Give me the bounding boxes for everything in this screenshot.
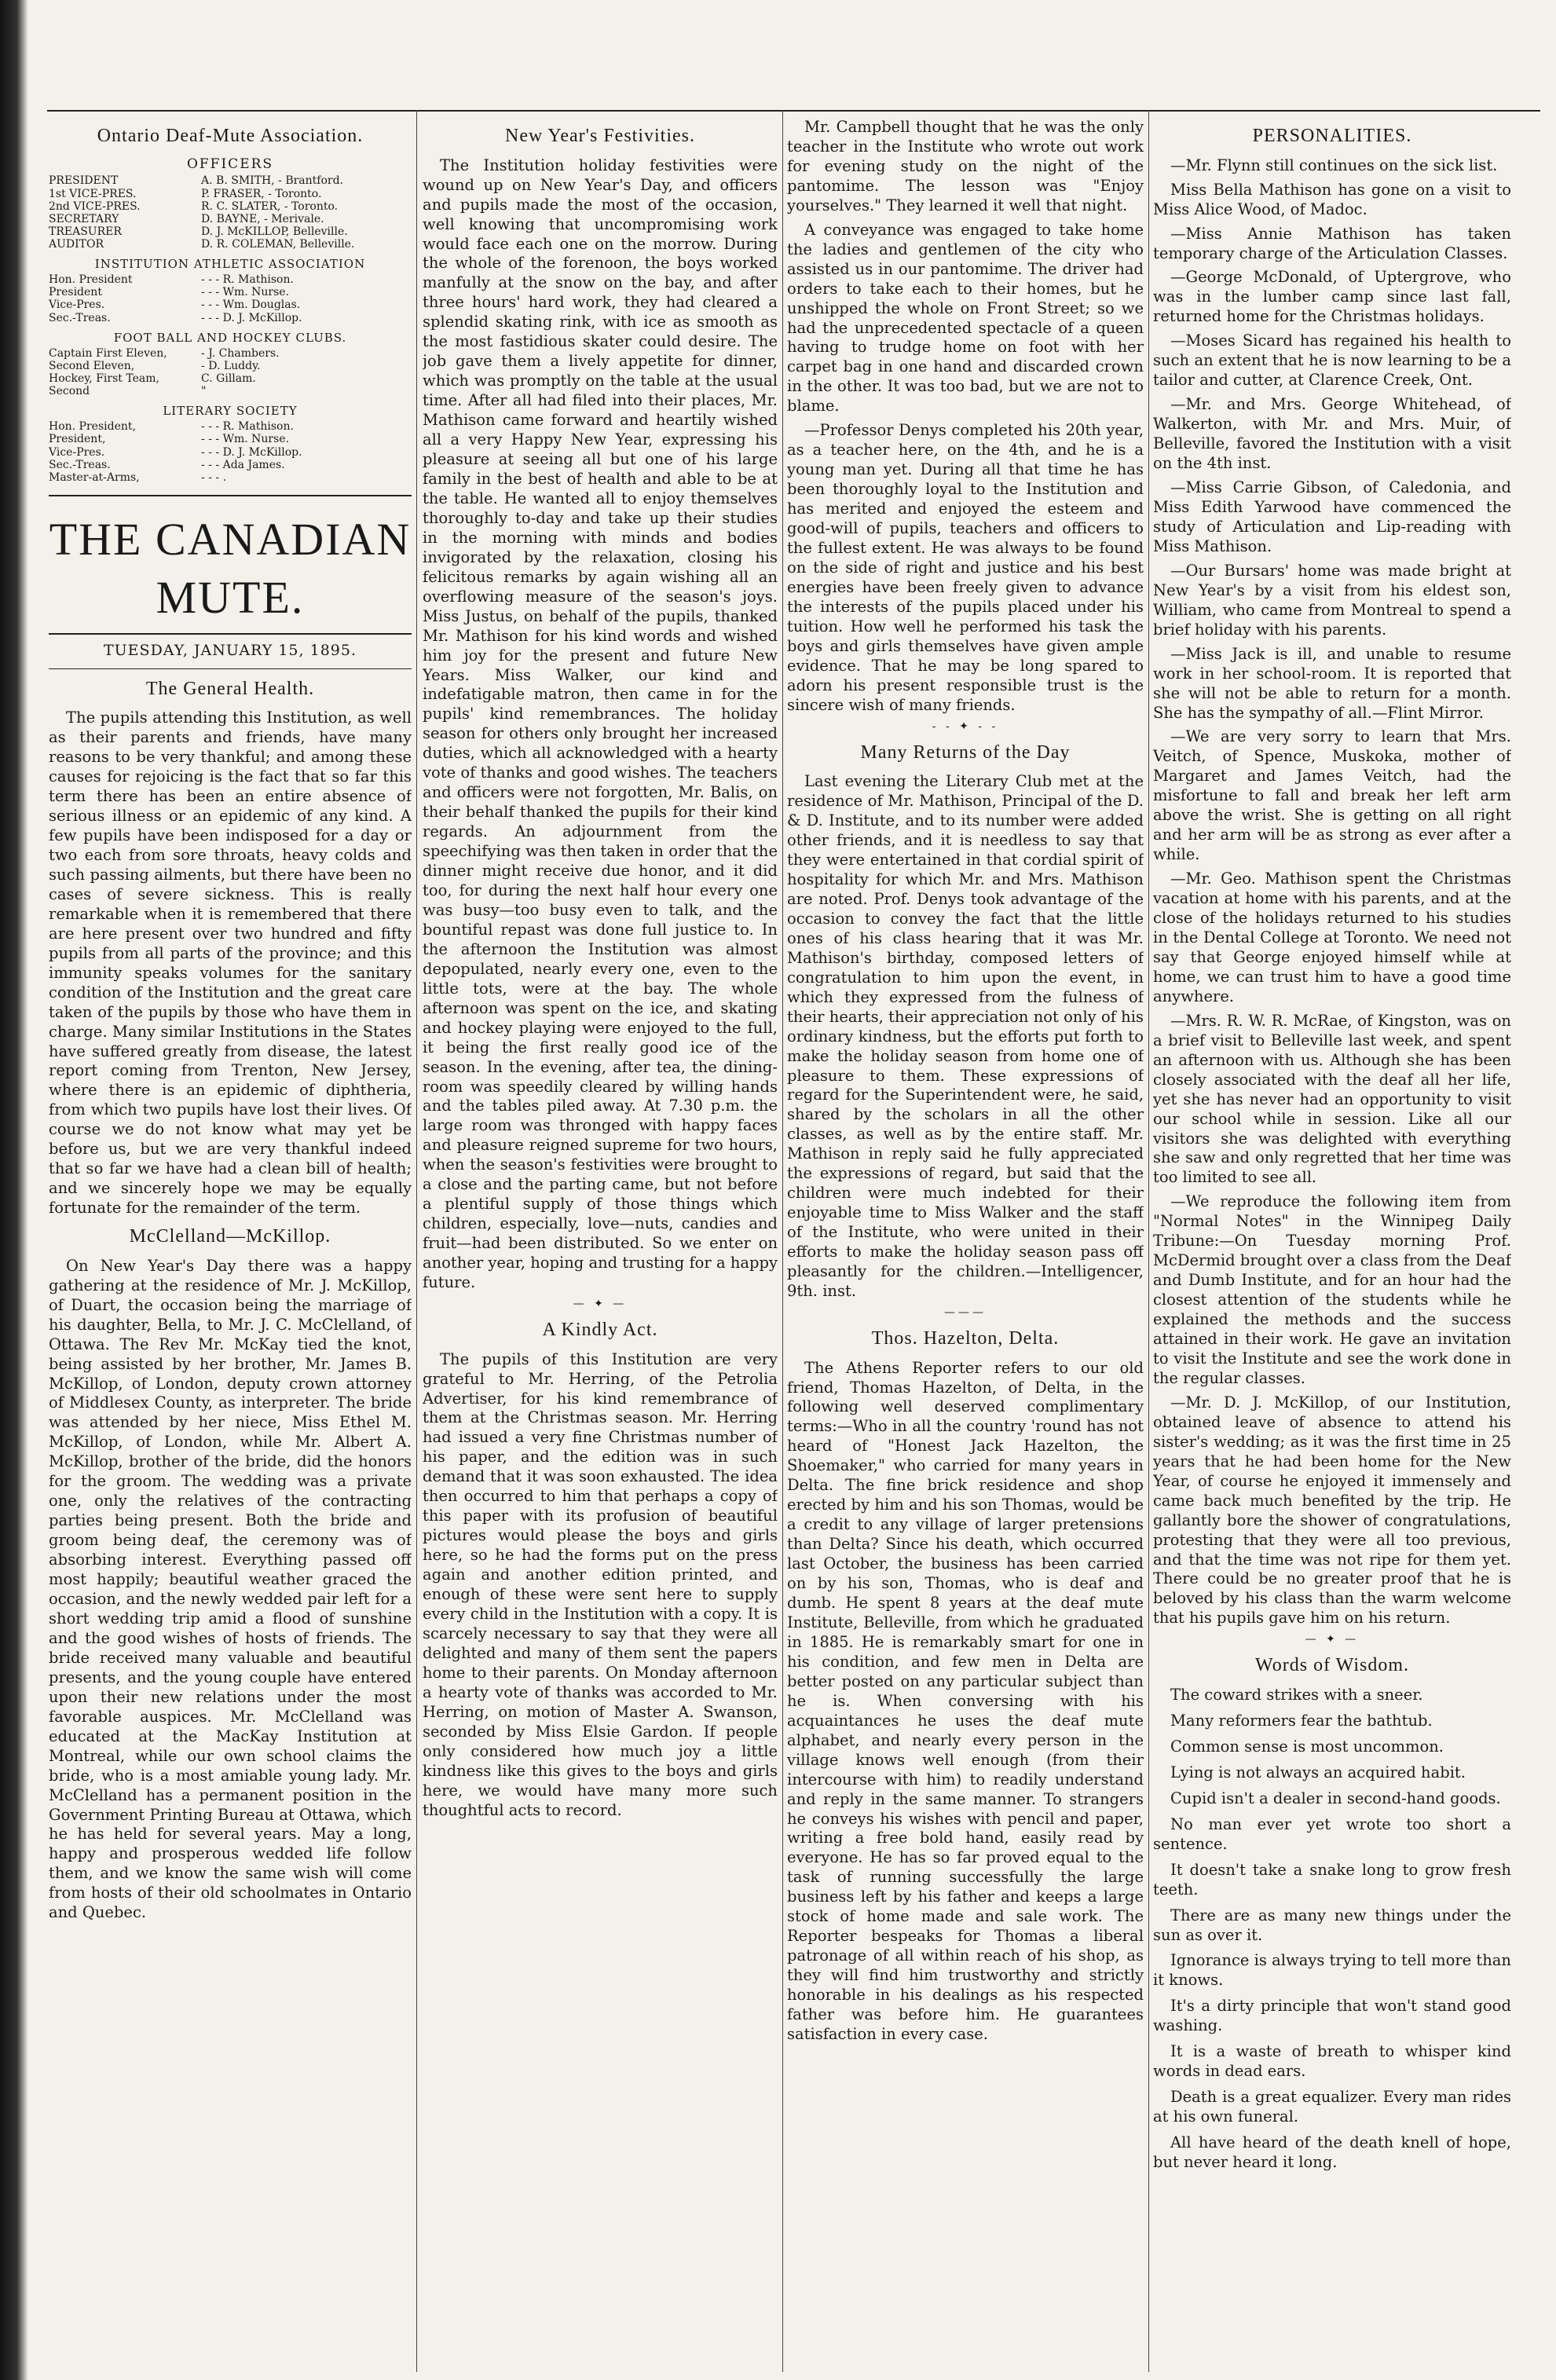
personal-item: —Mr. and Mrs. George Whitehead, of Walkerton, with Mr. and Mrs. Muir, of Belleville, favored the Institution with a visit on the 4th inst. [1153,395,1511,473]
officers-list [49,174,412,251]
officer-row: Sec.-Treas. - - - D. J. McKillop. [49,311,302,324]
column-4 [1153,118,1511,2364]
column-rule [1148,110,1149,2372]
column-rule [782,110,783,2372]
personal-item: —Miss Carrie Gibson, of Caledonia, and Miss Edith Yarwood have commenced the study of Articulation and Lip-reading with Miss Mathison. [1153,478,1511,555]
maxim: The coward strikes with a sneer. [1170,1685,1423,1704]
athletic-list [49,273,412,324]
personal-item: —Miss Annie Mathison has taken temporary charge of the Articulation Classes. [1153,224,1511,262]
maxim: Death is a great equalizer. Every man rides at his own funeral. [1153,2088,1511,2126]
officer-row: Vice-Pres. - - - D. J. McKillop. [49,445,302,459]
section-divider: - - ✦ - - [932,719,999,733]
officer-row: Second Eleven, - D. Luddy. [49,359,261,372]
article-title: A Kindly Act. [542,1319,658,1340]
article-title: The General Health. [145,678,315,699]
personal-item: —Mr. Geo. Mathison spent the Christmas vacation at home with his parents, and at the close of the holidays returned to his studies in the Dental College at Toronto. We need not say that George enjoyed himself while at home, we can trust him to have a good time anywhere. [1153,870,1511,1005]
personal-item: —We reproduce the following item from "Normal Notes" in the Winnipeg Daily Tribune:—On Tuesday morning Prof. McDermid brought over a class from the Deaf and Dumb Institute, and for an hour had the closest attention of the students while he explained the methods and the success attained in their work. He gave an invitation to visit the Institute and see the work done in the regular classes. [1153,1192,1511,1387]
maxim: It doesn't take a snake long to grow fresh teeth. [1153,1860,1511,1899]
officer-row: 2nd VICE-PRES. R. C. SLATER, - Toronto. [49,200,339,213]
personal-item: —We are very sorry to learn that Mrs. Veitch, of Spence, Muskoka, mother of Margaret and James Veitch, had the misfortune to fall and break her left arm above the wrist. She is getting on all right and her arm will be as strong as ever after a while. [1153,727,1511,864]
article-title: New Year's Festivities. [505,126,695,146]
officer-row: SECRETARY D. BAYNE, - Merivale. [49,212,324,225]
section-divider: ——— [944,1305,987,1319]
officers-title: OFFICERS [186,156,274,172]
column-2 [423,118,778,2364]
article-title: PERSONALITIES. [1252,126,1412,146]
officer-row: PRESIDENT A. B. SMITH, - Brantford. [49,174,344,188]
page-edge-shadow [0,0,28,2380]
column-1 [49,118,412,2364]
article-paragraph: The pupils attending this Institution, as well as their parents and friends, have many reasons to be very thankful; and among these causes for rejoicing is the fact that so far this term there has been an entire absence of serious illness or an epidemic of any kind. A few pupils have been indisposed for a day or two each from sore throats, heavy colds and such passing ailments, but there have been no cases of severe sickness. This is really remarkable when it is remembered that there are here present over two hundred and fifty pupils from all parts of the province; and this immunity speaks volumes for the sanitary condition of the Institution and the great care taken of the pupils by those who have them in charge. Many similar Institutions in the States have suffered greatly from disease, the latest report coming from Trenton, New Jersey, where there is an epidemic of diphtheria, from which two pupils have lost their lives. Of course we do not know what may yet be before us, but we are very thankful indeed that so far we have had a clean bill of health; and we sincerely hope we may be equally fortunate for the remainder of the term. [49,709,412,1217]
athletic-title: INSTITUTION ATHLETIC ASSOCIATION [94,257,366,272]
personal-item: —Moses Sicard has regained his health to such an extent that he is now learning to be a tailor and cutter, at Clarence Creek, Ont. [1153,331,1511,390]
article-paragraph: —Professor Denys completed his 20th year, as a teacher here, on the 4th, and he is a young man yet. During all that time he has been thoroughly loyal to the Institution and has merited and enjoyed the esteem and good-will of pupils, teachers and officers to the fullest extent. He was always to be found on the side of right and justice and his best energies have been freely given to advance the interests of the pupils placed under his tuition. How well he performed his task the boys and girls themselves have given ample evidence. That he may be long spared to adorn his present responsible trust is the sincere wish of many friends. [787,421,1144,714]
officer-row: Second " [49,385,207,398]
personal-item: —Our Bursars' home was made bright at New Year's by a visit from his eldest son, William, who came from Montreal to spend a brief holiday with his parents. [1153,561,1511,639]
article-paragraph: On New Year's Day there was a happy gathering at the residence of Mr. J. McKillop, of Duart, the occasion being the marriage of his daughter, Bella, to Mr. J. C. McClelland, of Ottawa. The Rev Mr. McKay tied the knot, being assisted by her brother, Mr. James B. McKillop, of London, deputy crown attorney of Middlesex County, as interpreter. The bride was attended by her niece, Miss Ethel M. McKillop, of London, while Mr. Albert A. McKillop, brother of the bride, did the honors for the groom. The wedding was a private one, only the relatives of the contracting parties being present. Both the bride and groom being deaf, the ceremony was of absorbing interest. Everything passed off most happily; beautiful weather graced the occasion, and the newly wedded pair left for a short wedding trip amid a flood of sunshine and the good wishes of hosts of friends. The bride received many valuable and beautiful presents, and the young couple have entered upon their new relations under the most favorable auspices. Mr. McClelland was educated at the MacKay Institution at Montreal, while our own school claims the bride, who is a most amiable young lady. Mr. McClelland has a permanent position in the Government Printing Bureau at Ottawa, which he has held for several years. May a long, happy and prosperous wedded life follow them, and we know the same wish will come from hosts of their old schoolmates in Ontario and Quebec. [49,1256,412,1922]
personal-item: —Mr. D. J. McKillop, of our Institution, obtained leave of absence to attend his sister's wedding; as it was the first time in 25 years that he had been home for the New Year, of course he enjoyed it immensely and came back much benefited by the trip. He gallantly bore the shower of congratulations, protesting that they were all too previous, and that the time was not ripe for them yet. There could be no greater proof that he is beloved by his class than the warm welcome that his pupils gave him on his return. [1153,1393,1511,1628]
top-rule [47,110,1540,112]
officer-row: AUDITOR D. R. COLEMAN, Belleville. [49,237,355,251]
officer-row: Vice-Pres. - - - Wm. Douglas. [49,298,301,312]
personal-item: —Miss Jack is ill, and unable to resume work in her school-room. It is reported that she will not be able to return for a month. She has the sympathy of all.—Flint Mirror. [1153,644,1511,722]
column-rule [416,110,417,2372]
officer-row: Hon. President, - - - R. Mathison. [49,420,294,434]
maxim: Many reformers fear the bathtub. [1170,1711,1433,1730]
article-paragraph: A conveyance was engaged to take home the ladies and gentlemen of the city who assisted us in our pantomime. The driver had orders to take each to their homes, but he unshipped the whole on Front Street; so we had the unprecedented spectacle of a queen having to trudge home on foot with her carpet bag in one hand and discarded crown in the other. It was too bad, but we are not to blame. [787,220,1144,416]
association-title: Ontario Deaf-Mute Association. [97,126,364,146]
article-paragraph: The pupils of this Institution are very grateful to Mr. Herring, of the Petrolia Advertiser, for his kind remembrance of them at the Christmas season. Mr. Herring had issued a very fine Christmas number of his paper, and the edition was in such demand that it was soon exhausted. The idea then occurred to him that perhaps a copy of this paper with its profusion of beautiful pictures would please the boys and girls here, so he had the forms put on the press again and another edition printed, and enough of these were sent here to supply every child in the Institution with a copy. It is scarcely necessary to say that they were all delighted and many of them sent the papers home to their parents. On Monday afternoon a hearty vote of thanks was accorded to Mr. Herring, on motion of Master A. Swanson, seconded by Miss Elsie Gardon. If people only considered how much joy a little kindness like this gives to the boys and girls here, we would have many more such thoughtful acts to record. [423,1349,778,1819]
maxim: Cupid isn't a dealer in second-hand goods. [1170,1789,1501,1807]
personal-item: —Mr. Flynn still continues on the sick list. [1170,156,1498,174]
article-title: Thos. Hazelton, Delta. [871,1327,1060,1349]
article-paragraph: Last evening the Literary Club met at the residence of Mr. Mathison, Principal of the D. & D. Institute, and to its number were added other friends, and it is needless to say that they were entertained in that cordial spirit of hospitality for which Mr. and Mrs. Mathison are noted. Prof. Denys took advantage of the occasion to convey the fact that the little ones of his class hearing that it was Mr. Mathison's birthday, composed letters of congratulation to him upon the event, in which they expressed from the fulness of their hearts, their appreciation not only of his ordinary kindness, but the efforts put forth to make the holiday season from home one of pleasure to them. These expressions of regard for the Superintendent were, he said, shared by the scholars in all the other classes, as well as by the entire staff. Mr. Mathison in reply said he fully appreciated the expressions of regard, but said that the children were much indebted for their enjoyable time to Miss Walker and the staff of the Institute, who were united in their efforts to make the holiday season pass off pleasantly for the children.—Intelligencer, 9th. inst. [787,772,1144,1300]
maxim: It's a dirty principle that won't stand good washing. [1153,1997,1511,2035]
article-title: Words of Wisdom. [1255,1655,1409,1676]
article-title: Many Returns of the Day [860,741,1071,763]
article-title: McClelland—McKillop. [129,1226,331,1247]
personal-item: Miss Bella Mathison has gone on a visit to Miss Alice Wood, of Madoc. [1153,180,1511,218]
personal-item: —George McDonald, of Uptergrove, who was in the lumber camp since last fall, returned home for the Christmas holidays. [1153,268,1511,326]
section-divider: — ✦ — [1305,1633,1360,1646]
officer-row: Master-at-Arms, - - - . [49,471,227,484]
personal-item: —Mrs. R. W. R. McRae, of Kingston, was on a brief visit to Belleville last week, and spent an afternoon with us. Although she has been closely associated with the deaf all her life, yet she has never had an opportunity to visit our school while in session. Like all our visitors she was delighted with everything she saw and only regretted that her time was too limited to see all. [1153,1011,1511,1187]
hockey-list [49,347,412,397]
maxim: All have heard of the death knell of hope, but never heard it long. [1153,2133,1511,2172]
literary-list [49,420,412,483]
officer-row: President - - - Wm. Nurse. [49,286,290,299]
maxim: Lying is not always an acquired habit. [1170,1763,1466,1781]
article-paragraph: Mr. Campbell thought that he was the only teacher in the Institute who wrote out work for evening study on the night of the pantomime. The lesson was "Enjoy yourselves." They learned it well that night. [787,118,1144,214]
maxim: It is a waste of breath to whisper kind words in dead ears. [1153,2042,1511,2081]
article-paragraph: The Athens Reporter refers to our old friend, Thomas Hazelton, of Delta, in the following well deserved complimentary terms:—Who in all the country 'round has not heard of "Honest Jack Hazelton, the Shoemaker," who carried for many years in Delta. The fine brick residence and shop erected by him and his son Thomas, would be a credit to any village of larger pretensions than Delta? Since his death, which occurred last October, the business has been carried on by his son, Thomas, who is deaf and dumb. He spent 8 years at the deaf mute Institute, Belleville, from which he graduated in 1885. He is remarkably smart for one in his condition, and few men in Delta are better posted on any particular subject than he is. When conversing with his acquaintances he uses the deaf mute alphabet, and nearly every person in the village knows well enough (from their intercourse with him) to readily understand and reply in the same manner. To strangers he conveys his wishes with pencil and paper, writing a free bold hand, easily read by everyone. He has so far proved equal to the task of running successfully the large business left by his father and keeps a large stock of home made and sale work. The Reporter bespeaks for Thomas a liberal patronage of all within reach of his shop, as they will find him trustworthy and strictly honorable in his dealings as his respected father was before him. He guarantees satisfaction in every case. [787,1358,1144,2043]
column-3 [787,118,1144,2364]
section-divider: — ✦ — [573,1298,628,1310]
maxim: Ignorance is always trying to tell more than it knows. [1153,1951,1511,1990]
maxim: Common sense is most uncommon. [1170,1737,1444,1756]
maxim: No man ever yet wrote too short a sentence. [1153,1814,1511,1853]
maxim: There are as many new things under the sun as over it. [1153,1906,1511,1944]
officer-row: Hockey, First Team, C. Gillam. [49,372,256,385]
masthead: THE CANADIAN MUTE. [49,495,412,635]
officer-row: Sec.-Treas. - - - Ada James. [49,458,285,471]
dateline: TUESDAY, JANUARY 15, 1895. [49,641,412,668]
officer-row: President, - - - Wm. Nurse. [49,433,290,446]
officer-row: TREASURER D. J. McKILLOP, Belleville. [49,225,348,238]
officer-row: Captain First Eleven, - J. Chambers. [49,346,280,360]
officer-row: 1st VICE-PRES. P. FRASER, - Toronto. [49,187,322,200]
officer-row: Hon. President - - - R. Mathison. [49,273,294,287]
article-paragraph: The Institution holiday festivities were wound up on New Year's Day, and officers and pupils made the most of the occasion, well knowing that uncompromising work would face each one on the morrow. During the whole of the forenoon, the boys worked manfully at the snow on the bay, and after three hours' hard work, they had cleared a splendid skating rink, with ice as smooth as the most fastidious skater could desire. The job gave them a lively appetite for dinner, which was promptly on the table at the usual time. After all had filed into their places, Mr. Mathison came forward and heartily wished all a very Happy New Year, expressing his pleasure at seeing all but one of his large family in the best of health and able to be at the table. He wanted all to enjoy themselves thoroughly to-day and take up their studies in the morning with minds and bodies invigorated by the relaxation, closing his felicitous remarks by again wishing all an overflowing measure of the season's joys. Miss Justus, on behalf of the pupils, thanked Mr. Mathison for his kind words and wished him joy for the present and future New Years. Miss Walker, our kind and indefatigable matron, then came in for the pupils' kind remembrances. The holiday season for others only brought her increased duties, which all acknowledged with a hearty vote of thanks and good wishes. The teachers and officers were not forgotten, Mr. Balis, on their behalf thanked the pupils for their kind regards. An adjournment from the speechifying was then taken in order that the dinner might receive due honor, and it did too, for during the next half hour every one was busy—too busy even to talk, and the bountiful repast was done full justice to. In the afternoon the Institution was almost depopulated, nearly every one, even to the little tots, were at the bay. The whole afternoon was spent on the ice, and skating and hockey playing were enjoyed to the full, it being the first really good ice of the season. In the evening, after tea, the dining-room was speedily cleared by willing hands and the tables piled away. At 7.30 p.m. the large room was thronged with happy faces and pleasure reigned supreme for two hours, when the season's festivities were brought to a close and the parting came, but not before a plentiful supply of those things which children, especially, love—nuts, candies and fruit—had been distributed. So we enter on another year, hoping and trusting for a happy future. [423,156,778,1292]
literary-title: LITERARY SOCIETY [163,404,298,419]
hockey-title: FOOT BALL AND HOCKEY CLUBS. [113,330,347,345]
